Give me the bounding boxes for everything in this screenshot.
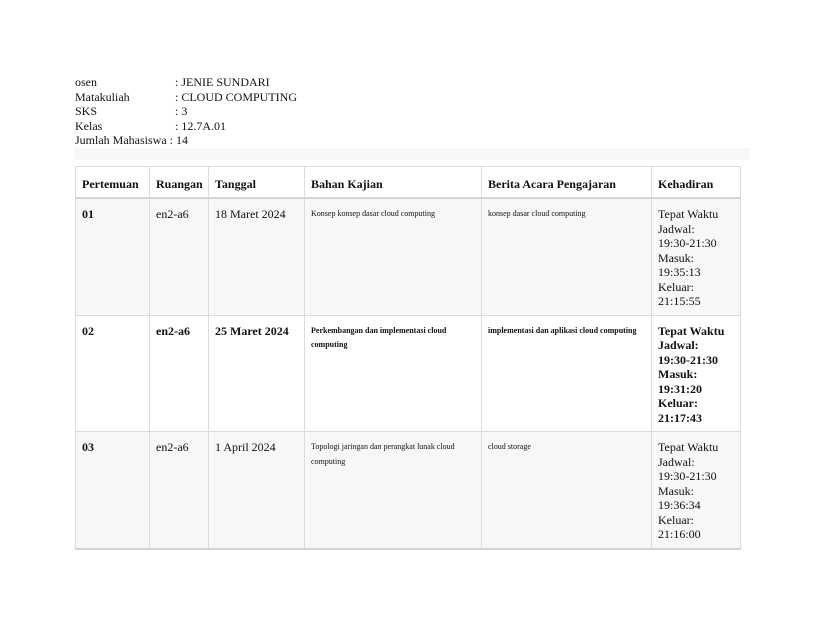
cell-bahan-kajian: Topologi jaringan dan perangkat lunak cloud computing: [305, 432, 482, 549]
info-value-dosen: : JENIE SUNDARI: [175, 75, 270, 89]
cell-berita-acara: cloud storage: [482, 432, 652, 549]
cell-kehadiran: Tepat Waktu Jadwal: 19:30-21:30 Masuk: 19:31:20 Keluar: 21:17:43: [652, 315, 741, 432]
table-row: [76, 432, 741, 549]
cell-pertemuan: 02: [76, 315, 150, 432]
cell-pertemuan: 01: [76, 198, 150, 315]
header-ruangan: Ruangan: [150, 167, 209, 199]
header-pertemuan: Pertemuan: [76, 167, 150, 199]
cell-tanggal: 25 Maret 2024: [209, 315, 305, 432]
header-tanggal: Tanggal: [209, 167, 305, 199]
cell-tanggal: 1 April 2024: [209, 432, 305, 549]
info-row-jumlah: [75, 133, 297, 148]
info-value-sks: : 3: [175, 104, 188, 118]
cell-berita-acara: implementasi dan aplikasi cloud computing: [482, 315, 652, 432]
info-label-matakuliah: Matakuliah: [75, 89, 130, 104]
table-row: [76, 315, 741, 432]
table-header-row: [76, 167, 741, 199]
cell-kehadiran: Tepat Waktu Jadwal: 19:30-21:30 Masuk: 19:35:13 Keluar: 21:15:55: [652, 198, 741, 315]
cell-berita-acara: konsep dasar cloud computing: [482, 198, 652, 315]
info-label-dosen: osen: [75, 75, 97, 89]
lecturer-info: [75, 75, 297, 148]
cell-ruangan: en2-a6: [150, 198, 209, 315]
info-label-jumlah: Jumlah Mahasiswa: [75, 133, 167, 147]
cell-bahan-kajian: Perkembangan dan implementasi cloud computing: [305, 315, 482, 432]
header-kehadiran: Kehadiran: [652, 167, 741, 199]
info-row-dosen: [75, 75, 297, 90]
header-divider-band: [75, 148, 750, 160]
info-value-matakuliah: : CLOUD COMPUTING: [175, 89, 298, 104]
cell-kehadiran: Tepat Waktu Jadwal: 19:30-21:30 Masuk: 19:36:34 Keluar: 21:16:00: [652, 432, 741, 549]
info-label-sks: SKS: [75, 104, 98, 118]
cell-ruangan: en2-a6: [150, 315, 209, 432]
info-row-sks: [75, 104, 297, 119]
info-row-matakuliah: [75, 90, 297, 105]
cell-pertemuan: 03: [76, 432, 150, 549]
header-berita-acara: Berita Acara Pengajaran: [482, 167, 652, 199]
header-bahan-kajian: Bahan Kajian: [305, 167, 482, 199]
table-row: [76, 198, 741, 315]
info-label-kelas: Kelas: [75, 118, 103, 133]
info-value-kelas: : 12.7A.01: [175, 118, 226, 133]
cell-bahan-kajian: Konsep konsep dasar cloud computing: [305, 198, 482, 315]
info-value-jumlah: : 14: [169, 133, 188, 147]
cell-tanggal: 18 Maret 2024: [209, 198, 305, 315]
info-row-kelas: [75, 119, 297, 134]
teaching-record-table: [75, 166, 741, 550]
cell-ruangan: en2-a6: [150, 432, 209, 549]
